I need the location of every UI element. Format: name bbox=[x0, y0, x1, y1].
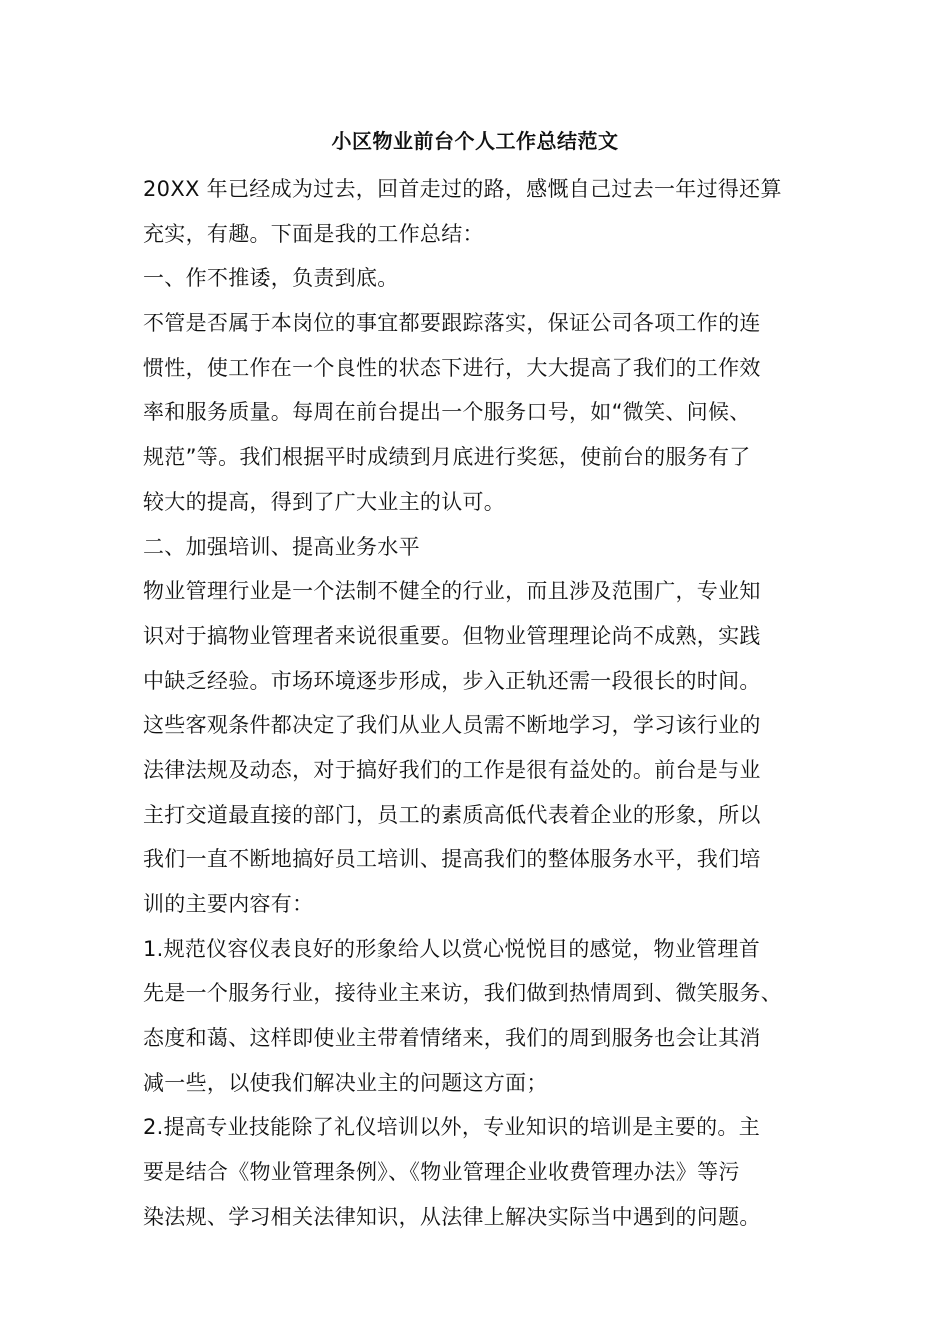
text-line: 20XX 年已经成为过去，回首走过的路，感慨自己过去一年过得还算 bbox=[143, 177, 782, 201]
text-line: 识对于搞物业管理者来说很重要。但物业管理理论尚不成熟，实践 bbox=[143, 623, 761, 648]
section-heading: 二、加强培训、提高业务水平 bbox=[143, 534, 420, 559]
document-body bbox=[143, 167, 815, 1240]
text-line: 较大的提高，得到了广大业主的认可。 bbox=[143, 489, 506, 514]
text-line: 惯性，使工作在一个良性的状态下进行，大大提高了我们的工作效 bbox=[143, 355, 761, 380]
text-line: 主打交道最直接的部门，员工的素质高低代表着企业的形象，所以 bbox=[143, 802, 761, 827]
text-line: 充实，有趣。下面是我的工作总结： bbox=[143, 221, 484, 246]
document-title: 小区物业前台个人工作总结范文 bbox=[331, 129, 619, 153]
text-line: 训的主要内容有： bbox=[143, 892, 314, 916]
text-line: 先是一个服务行业，接待业主来访，我们做到热情周到、微笑服务、 bbox=[143, 981, 782, 1006]
list-item: 1.规范仪容仪表良好的形象给人以赏心悦悦目的感觉，物业管理首 bbox=[143, 936, 761, 961]
text-line: 法律法规及动态，对于搞好我们的工作是很有益处的。前台是与业 bbox=[143, 757, 761, 782]
text-line: 染法规、学习相关法律知识，从法律上解决实际当中遇到的问题。 bbox=[143, 1204, 761, 1229]
text-line: 减一些，以使我们解决业主的问题这方面； bbox=[143, 1070, 548, 1095]
list-item: 2.提高专业技能除了礼仪培训以外，专业知识的培训是主要的。主 bbox=[143, 1115, 761, 1140]
text-line: 率和服务质量。每周在前台提出一个服务口号，如“微笑、问候、 bbox=[143, 400, 751, 425]
text-line: 要是结合《物业管理条例》、《物业管理企业收费管理办法》等污 bbox=[143, 1160, 740, 1185]
text-line: 物业管理行业是一个法制不健全的行业，而且涉及范围广，专业知 bbox=[143, 579, 761, 604]
text-line: 中缺乏经验。市场环境逐步形成，步入正轨还需一段很长的时间。 bbox=[143, 668, 761, 693]
text-line: 规范”等。我们根据平时成绩到月底进行奖惩，使前台的服务有了 bbox=[143, 445, 751, 470]
section-heading: 一、作不推诿，负责到底。 bbox=[143, 266, 399, 291]
text-line: 态度和蔼、这样即使业主带着情绪来，我们的周到服务也会让其消 bbox=[143, 1026, 761, 1051]
text-line: 这些客观条件都决定了我们从业人员需不断地学习，学习该行业的 bbox=[143, 713, 761, 738]
text-line: 我们一直不断地搞好员工培训、提高我们的整体服务水平，我们培 bbox=[143, 847, 761, 872]
text-line: 不管是否属于本岗位的事宜都要跟踪落实，保证公司各项工作的连 bbox=[143, 311, 761, 336]
